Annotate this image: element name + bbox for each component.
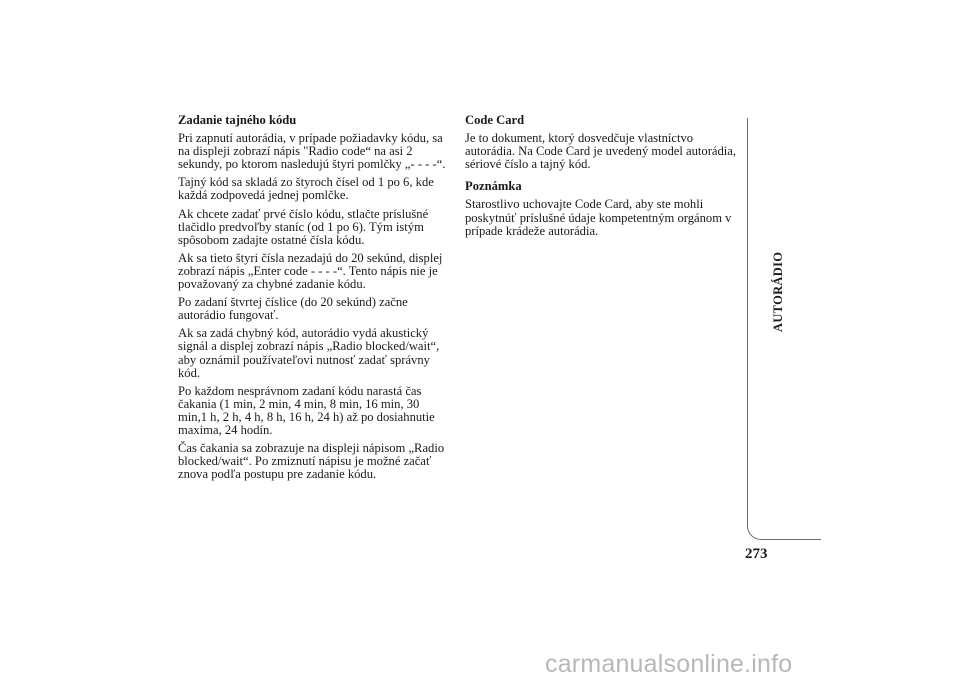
paragraph: Pri zapnutí autorádia, v prípade požiadavky kódu, sa na displeji zobrazí nápis "Radio code“ na asi 2 sekundy, po ktorom nasledujú štyri pomlčky „- - - -“. [178, 131, 446, 172]
paragraph: Starostlivo uchovajte Code Card, aby ste mohli poskytnúť príslušné údaje kompetentným orgánom v prípade krádeže autorádia. [465, 197, 732, 238]
paragraph: Po každom nesprávnom zadaní kódu narastá čas čakania (1 min, 2 min, 4 min, 8 min, 16 min, 30 min,1 h, 2 h, 4 h, 8 h, 16 h, 24 h) až po dosiahnutie maxima, 24 hodín. [178, 383, 435, 437]
section-heading-secret-code: Zadanie tajného kódu [178, 113, 297, 127]
chapter-label: AUTORÁDIO [771, 251, 785, 332]
watermark: carmanualsonline.info [545, 650, 793, 678]
paragraph: Ak chcete zadať prvé číslo kódu, stlačte príslušné tlačidlo predvoľby staníc (od 1 po 6). Tým istým spôsobom zadajte ostatné čísla kódu. [178, 206, 429, 247]
section-heading-code-card: Code Card [465, 113, 525, 127]
paragraph: Ak sa tieto štyri čísla nezadajú do 20 sekúnd, displej zobrazí nápis „Enter code - - - -“. Tento nápis nie je považovaný za chybné zadanie kódu. [178, 250, 443, 292]
right-column [465, 114, 740, 243]
paragraph: Ak sa zadá chybný kód, autorádio vydá akustický signál a displej zobrazí nápis „Radio blocked/wait“, aby oznámil používateľovi nutnosť zadať správny kód. [178, 326, 440, 380]
section-heading-note: Poznámka [465, 179, 522, 194]
left-column [178, 114, 450, 486]
page-number: 273 [745, 546, 768, 562]
paragraph: Čas čakania sa zobrazuje na displeji nápisom „Radio blocked/wait“. Po zmiznutí nápisu je možné začať znova podľa postupu pre zadanie kódu. [178, 441, 445, 482]
paragraph: Po zadaní štvrtej číslice (do 20 sekúnd) začne autorádio fungovať. [178, 295, 408, 323]
paragraph: Tajný kód sa skladá zo štyroch čísel od 1 po 6, kde každá zodpovedá jednej pomlčke. [178, 175, 434, 203]
paragraph: Je to dokument, ktorý dosvedčuje vlastníctvo autorádia. Na Code Card je uvedený model autorádia, sériové číslo a tajný kód. [465, 131, 737, 172]
